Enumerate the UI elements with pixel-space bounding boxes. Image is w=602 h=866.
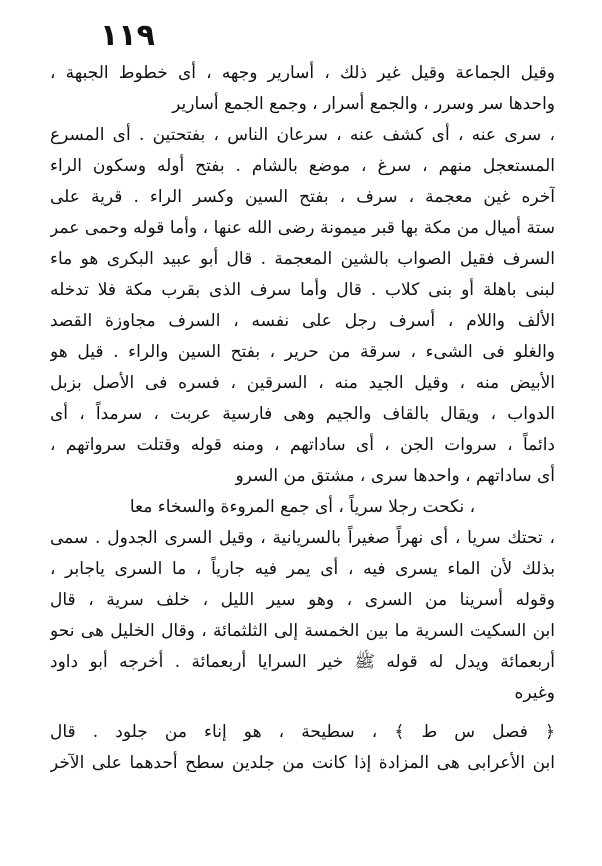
text-line: دائماً ، سروات الجن ، أى ساداتهم ، ومنه قوله وقتلت سرواتهم ، — [50, 435, 555, 455]
text-line: ابن السكيت السرية ما بين الخمسة إلى الثلثمائة ، وقال الخليل هى نحو — [50, 621, 555, 641]
text-line: ، تحتك سريا ، أى نهراً صغيراً بالسريانية ، وقيل السرى الجدول . سمى — [50, 528, 555, 548]
text-line: الدواب ، ويقال بالقاف والجيم وهى فارسية عربت ، سرمداً ، أى — [50, 404, 555, 424]
text-line: لبنى باهلة أو بنى كلاب . قال وأما سرف الذى بقرب مكة فلا تدخله — [50, 280, 555, 300]
text-line: المستعجل منهم ، سرغ ، موضع بالشام . بفتح أوله وسكون الراء — [50, 156, 555, 176]
text-line: وغيره — [514, 683, 555, 703]
text-line: السرف فقيل الصواب بالشين المعجمة . قال أبو عبيد البكرى هو ماء — [50, 249, 555, 269]
text-line: ، نكحت رجلا سرياً ، أى جمع المروءة والسخاء معا — [129, 497, 476, 517]
text-line: أى ساداتهم ، واحدها سرى ، مشتق من السرو — [235, 466, 555, 486]
section-heading-line: ﴿ فصل س ط ﴾ ، سطيحة ، هو إناء من جلود . قال — [50, 722, 555, 742]
text-line: ابن الأعرابى هى المزادة إذا كانت من جلدين سطح أحدهما على الآخر — [50, 753, 555, 773]
text-line: الأبيض منه ، وقيل الجيد منه ، السرقين ، فسره فى الأصل بزبل — [50, 373, 555, 393]
text-line: أربعمائة ويدل له قوله ﷺ خير السرايا أربعمائة . أخرجه أبو داود — [50, 652, 555, 672]
text-line: ستة أميال من مكة بها قبر ميمونة رضى الله عنها ، وأما قوله وحمى عمر — [50, 218, 555, 238]
text-line: والغلو فى الشىء ، سرقة من حرير ، بفتح السين والراء . قيل هو — [50, 342, 555, 362]
text-line: بذلك لأن الماء يسرى فيه ، أى يمر فيه جارياً ، ما السرى ياجابر ، — [50, 559, 555, 579]
text-line: الألف واللام ، أسرف رجل على نفسه ، السرف مجاوزة القصد — [50, 311, 555, 331]
text-line: واحدها سر وسرر ، والجمع أسرار ، وجمع الجمع أسارير — [172, 94, 555, 114]
page-number: ١١٩ — [100, 18, 155, 53]
main-text — [50, 58, 555, 779]
text-line: وقوله أسرينا من السرى ، وهو سير الليل ، خلف سرية ، قال — [50, 590, 555, 610]
text-line: آخره غين معجمة ، سرف ، بفتح السين وكسر الراء . قرية على — [50, 187, 555, 207]
text-line: وقيل الجماعة وقيل غير ذلك ، أسارير وجهه ، أى خطوط الجبهة ، — [50, 63, 555, 83]
text-line: ، سرى عنه ، أى كشف عنه ، سرعان الناس ، بفتحتين . أى المسرع — [50, 125, 555, 145]
